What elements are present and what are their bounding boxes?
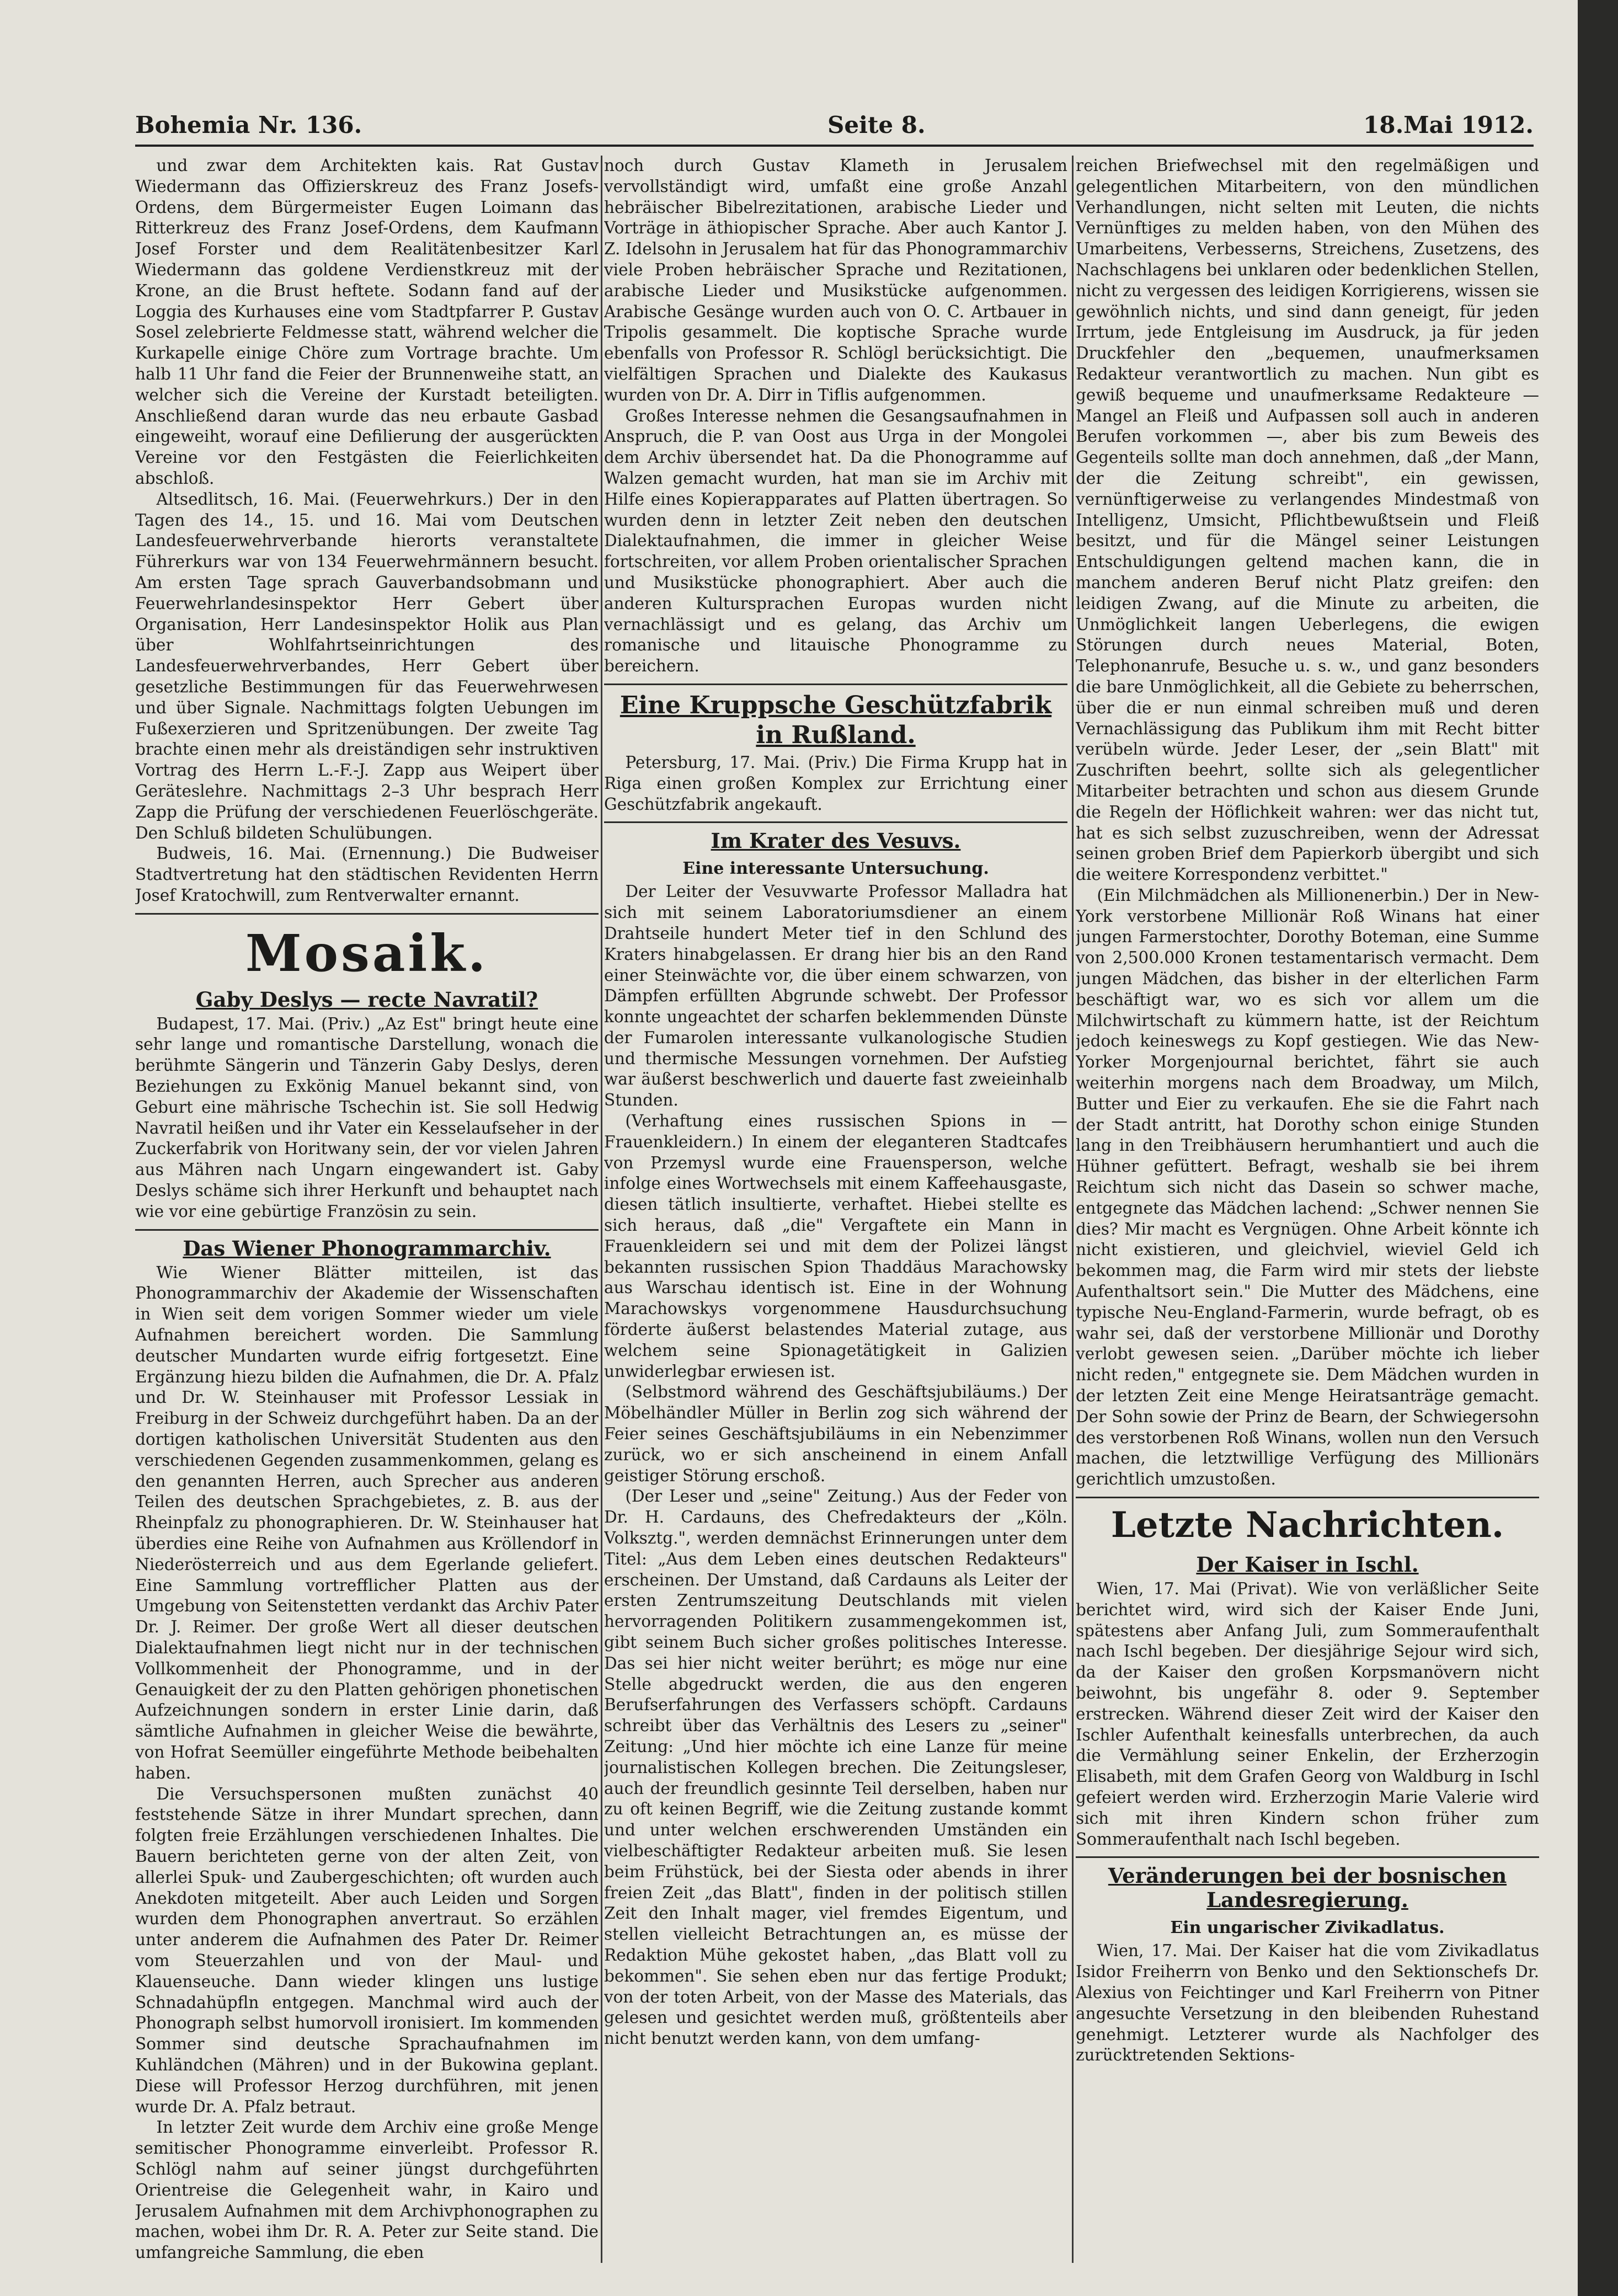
article-paragraph: Petersburg, 17. Mai. (Priv.) Die Firma Krupp hat in Riga einen großen Komplex zur Errichtung einer Geschützfabrik angekauft.	[604, 752, 1067, 814]
section-divider	[1076, 1856, 1539, 1858]
column-divider	[1072, 156, 1074, 2263]
headline-vesuv: Im Krater des Vesuvs.	[711, 829, 961, 853]
article-paragraph: Der Leiter der Vesuvwarte Professor Malladra hat sich mit seinem Laboratoriumsdiener an einem Drahtseile hundert Meter tief in den Schlund des Kraters hinabgelassen. Er drang hier bis an den Rand einer Steinwächte vor, die über einem schwarzen, von Dämpfen erfüllten Abgrunde schwebt. Der Professor konnte ungeachtet der scharfen beklemmenden Dünste der Fumarolen interessante vulkanologische Studien und thermische Messungen vornehmen. Der Aufstieg war äußerst beschwerlich und dauerte fast zweieinhalb Stunden.	[604, 882, 1067, 1110]
column-1	[135, 156, 599, 2263]
subheadline-zivikadlatus: Ein ungarischer Zivikadlatus.	[1170, 1918, 1445, 1938]
headline-kaiser-ischl: Der Kaiser in Ischl.	[1196, 1552, 1419, 1577]
section-title-letzte-nachrichten: Letzte Nachrichten.	[1110, 1504, 1504, 1546]
section-divider	[135, 913, 599, 915]
section-title-mosaik: Mosaik.	[245, 923, 489, 983]
header-issue: Bohemia Nr. 136.	[135, 111, 362, 138]
section-divider	[604, 821, 1067, 823]
article-paragraph: Wien, 17. Mai (Privat). Wie von verläßlicher Seite berichtet wird, wird sich der Kaiser Ende Juni, spätestens aber Anfang Juli, zum Sommeraufenthalt nach Ischl begeben. Der diesjährige Sejour wird sich, da der Kaiser den großen Korpsmanövern nicht beiwohnt, bis ungefähr 8. oder 9. September erstrecken. Während dieser Zeit wird der Kaiser den Ischler Aufenthalt keinesfalls unterbrechen, da auch die Vermählung seiner Enkelin, der Erzherzogin Elisabeth, mit dem Grafen Georg von Waldburg in Ischl gefeiert werden wird. Erzherzogin Marie Valerie wird sich mit ihren Kindern schon früher zum Sommeraufenthalt nach Ischl begeben.	[1076, 1579, 1539, 1849]
header-page-number: Seite 8.	[827, 111, 926, 138]
section-divider	[1076, 1497, 1539, 1498]
column-2	[604, 156, 1067, 2263]
news-item-altsedlitsch: Altsedlitsch, 16. Mai. (Feuerwehrkurs.) Der in den Tagen des 14., 15. und 16. Mai vom Deutschen Landesfeuerwehrverbande hierorts veranstaltete Führerkurs war von 134 Feuerwehrmännern besucht. Am ersten Tage sprach Gauverbandsobmann und Feuerwehrlandesinspektor Herr Gebert über Organisation, Herr Landesinspektor Holik aus Plan über Wohlfahrtseinrichtungen des Landesfeuerwehrverbandes, Herr Gebert über gesetzliche Bestimmungen für das Feuerwehrwesen und über Signale. Nachmittags folgten Uebungen im Fußexerzieren und Spritzenübungen. Der zweite Tag brachte einen mehr als dreiständigen sehr instruktiven Vortrag des Herrn L.-F.-J. Zapp aus Weipert über Geräteslehre. Nachmittags 2–3 Uhr besprach Herr Zapp die Prüfung der verschiedenen Feuerlöschgeräte. Den Schluß bildeten Schulübungen.	[135, 489, 599, 842]
headline-phonogrammarchiv: Das Wiener Phonogrammarchiv.	[183, 1236, 551, 1261]
news-item-leser-zeitung: (Der Leser und „seine" Zeitung.) Aus der Feder von Dr. H. Cardauns, des Chefredakteurs der „Köln. Volksztg.", werden demnächst Erinnerungen unter dem Titel: „Aus dem Leben eines deutschen Redakteurs" erscheinen. Der Umstand, daß Cardauns als Leiter der ersten Zentrumszeitung Deutschlands mit vielen hervorragenden Politikern zusammengekommen ist, gibt seinem Buch sicher großes politisches Interesse. Das sei hier nicht weiter berührt; es möge nur eine Stelle abgedruckt werden, die aus den engeren Berufserfahrungen des Verfassers schöpft. Cardauns schreibt über das Verhältnis des Lesers zu „seiner" Zeitung: „Und hier möchte ich eine Lanze für meine journalistischen Kollegen brechen. Die Zeitungsleser, auch der freundlich gesinnte Teil derselben, haben nur zu oft keinen Begriff, wie die Zeitung zustande kommt und unter welchen erschwerenden Umständen ein vielbeschäftigter Redakteur arbeiten muß. Sie lesen beim Frühstück, bei der Siesta oder abends in ihrer freien Zeit „das Blatt", finden in der politisch stillen Zeit den Inhalt mager, viel fremdes Eigentum, und stellen vielleicht Betrachtungen an, es müsse der Redaktion Mühe gekostet haben, „das Blatt voll zu bekommen". Sie sehen eben nur das fertige Produkt; von der toten Arbeit, von der Masse des Materials, das gelesen und gesichtet werden muß, größtenteils aber nicht benutzt werden kann, von dem umfang-	[604, 1487, 1067, 2048]
headline-krupp: Eine Kruppsche Geschützfabrik in Rußland.	[620, 691, 1052, 749]
subheadline-vesuv: Eine interessante Untersuchung.	[682, 859, 989, 879]
article-paragraph: Die Versuchspersonen mußten zunächst 40 feststehende Sätze in ihrer Mundart sprechen, dann folgten freie Erzählungen verschiedenen Inhaltes. Die Bauern berichteten gerne von der alten Zeit, von allerlei Spuk- und Zaubergeschichten; oft wurden auch Anekdoten mitgeteilt. Aber auch Leiden und Sorgen wurden dem Phonographen anvertraut. So erzählen unter anderem die Aufnahmen des Pater Dr. Reimer vom Steuerzahlen und von der Maul- und Klauenseuche. Dann wieder klingen uns lustige Schnadahüpfln entgegen. Manchmal wird auch der Phonograph selbst humorvoll ironisiert. Im kommenden Sommer sind deutsche Sprachaufnahmen im Kuhländchen (Mähren) und in der Bukowina geplant. Diese will Professor Herzog durchführen, mit jenen wurde Dr. A. Pfalz betraut.	[135, 1784, 599, 2116]
section-divider	[135, 1229, 599, 1231]
article-paragraph: Budapest, 17. Mai. (Priv.) „Az Est" bringt heute eine sehr lange und romantische Darstellung, wonach die berühmte Sängerin und Tänzerin Gaby Deslys, deren Beziehungen zu Exkönig Manuel bekannt sind, von Geburt eine mährische Tschechin ist. Sie soll Hedwig Navratil heißen und ihr Vater ein Kesselaufseher in der Zuckerfabrik von Horitwany sein, der vor vielen Jahren aus Mähren nach Ungarn eingewandert ist. Gaby Deslys schäme sich ihrer Herkunft und behauptet nach wie vor eine gebürtige Französin zu sein.	[135, 1014, 599, 1221]
news-item-selbstmord: (Selbstmord während des Geschäftsjubiläums.) Der Möbelhändler Müller in Berlin zog sich während der Feier seines Geschäftsjubiläums in ein Nebenzimmer zurück, wo er sich anscheinend in einem Anfall geistiger Störung erschoß.	[604, 1382, 1067, 1485]
headline-gaby-deslys: Gaby Deslys — recte Navratil?	[195, 987, 538, 1012]
article-paragraph: Wien, 17. Mai. Der Kaiser hat die vom Zivikadlatus Isidor Freiherrn von Benko und den Sektionschefs Dr. Alexius von Feichtinger und Karl Freiherrn von Pitner angesuchte Versetzung in den bleibenden Ruhestand genehmigt. Letzterer wurde als Nachfolger des zurücktretenden Sektions-	[1076, 1941, 1539, 2065]
article-paragraph: Großes Interesse nehmen die Gesangsaufnahmen in Anspruch, die P. van Oost aus Urga in der Mongolei dem Archiv übersendet hat. Da die Phonogramme auf Walzen gemacht wurden, hat man sie im Archiv mit Hilfe eines Kopierapparates auf Platten übertragen. So wurden denn in letzter Zeit neben den deutschen Dialektaufnahmen, die immer in gleicher Weise fortschreiten, vor allem Proben orientalischer Sprachen und Musikstücke phonographiert. Aber auch die anderen Kultursprachen Europas wurden nicht vernachlässigt und es gelang, das Archiv um romanische und litauische Phonogramme zu bereichern.	[604, 406, 1067, 676]
header-date: 18.Mai 1912.	[1363, 111, 1534, 138]
article-paragraph: Wie Wiener Blätter mitteilen, ist das Phonogrammarchiv der Akademie der Wissenschaften in Wien seit dem vorigen Sommer wieder um viele Aufnahmen bereichert worden. Die Sammlung deutscher Mundarten wurde eifrig fortgesetzt. Eine Ergänzung hiezu bilden die Aufnahmen, die Dr. A. Pfalz und Dr. W. Steinhauser mit Professor Lessiak in Freiburg in der Schweiz durchgeführt haben. Da an der dortigen katholischen Universität Studenten aus den verschiedenen Gegenden zusammenkommen, gelang es den genannten Herren, auch Sprecher aus anderen Teilen des deutschen Sprachgebietes, z. B. aus der Rheinpfalz zu phonographieren. Dr. W. Steinhauser hat überdies eine Reihe von Aufnahmen aus Kröllendorf in Niederösterreich und aus dem Egerlande geliefert. Eine Sammlung vortrefflicher Platten aus der Umgebung von Seitenstetten verdankt das Archiv Pater Dr. J. Reimer. Der große Wert all dieser deutschen Dialektaufnahmen liegt nicht nur in der technischen Vollkommenheit der Phonogramme, und in der Genauigkeit der zu den Platten gehörigen phonetischen Aufzeichnungen sondern in erster Linie darin, daß sämtliche Aufnahmen in gleicher Weise die bewährte, von Hofrat Seemüller eingeführte Methode beibehalten haben.	[135, 1263, 599, 1782]
section-divider	[604, 684, 1067, 685]
column-divider	[601, 156, 602, 2263]
news-item-spion: (Verhaftung eines russischen Spions in — Frauenkleidern.) In einem der eleganteren Stadtcafes von Przemysl wurde eine Frauensperson, welche infolge eines Wortwechsels mit einem Kaffeehausgaste, diesen tätlich insultierte, verhaftet. Hiebei stellte es sich heraus, daß „die" Vergaftete ein Mann in Frauenkleidern sei und mit dem der Polizei längst bekannten russischen Spion Thaddäus Marachowsky aus Warschau identisch ist. Eine in der Wohnung Marachowskys vorgenommene Hausdurchsuchung förderte äußerst belastendes Material zutage, aus welchem seine Spionagetätigkeit in Galizien unwiderlegbar erwiesen ist.	[604, 1112, 1067, 1381]
article-paragraph: noch durch Gustav Klameth in Jerusalem vervollständigt wird, umfaßt eine große Anzahl hebräischer Bibelrezitationen, arabische Lieder und Vorträge in äthiopischer Sprache. Aber auch Kantor J. Z. Idelsohn in Jerusalem hat für das Phonogrammarchiv viele Proben hebräischer Sprache und Rezitationen, arabische Lieder und Musikstücke aufgenommen. Arabische Gesänge wurden auch von O. C. Artbauer in Tripolis gesammelt. Die koptische Sprache wurde ebenfalls von Professor R. Schlögl berücksichtigt. Die vielfältigen Sprachen und Dialekte des Kaukasus wurden von Dr. A. Dirr in Tiflis aufgenommen.	[604, 156, 1067, 404]
page-header	[135, 106, 1534, 147]
news-item-milchmaedchen: (Ein Milchmädchen als Millionenerbin.) Der in New-York verstorbene Millionär Roß Winans hat einer jungen Farmerstochter, Dorothy Boteman, eine Summe von 2,500.000 Kronen testamentarisch vermacht. Dem jungen Mädchen, das bisher in der elterlichen Farm beschäftigt war, wo es sich vor allem um die Milchwirtschaft zu kümmern hatte, ist der Reichtum jedoch keineswegs zu Kopf gestiegen. Wie das New-Yorker Morgenjournal berichtet, fährt sie auch weiterhin morgens nach dem Broadway, um Milch, Butter und Eier zu verkaufen. Ehe sie die Fahrt nach der Stadt antritt, hat Dorothy schon einige Stunden lang in den Treibhäusern herumhantiert und auch die Hühner gefüttert. Befragt, weshalb sie bei ihrem Reichtum sich nicht das Dasein so schwer mache, entgegnete das Mädchen lachend: „Schwer nennen Sie dies? Mir macht es Vergnügen. Ohne Arbeit könnte ich nicht existieren, und gleichviel, wieviel Geld ich bekommen mag, die Farm wird mir stets der liebste Aufenthaltsort sein." Die Mutter des Mädchens, eine typische Neu-England-Farmerin, wurde befragt, ob es wahr sei, daß der verstorbene Millionär und Dorothy verlobt gewesen seien. „Darüber möchte ich lieber nicht reden," entgegnete sie. Dem Mädchen wurden in der letzten Zeit eine Menge Heiratsanträge gemacht. Der Sohn sowie der Prinz de Bearn, der Schwiegersohn des verstorbenen Roß Winans, wollen nun den Versuch machen, die letztwillige Verfügung des Millionärs gerichtlich umzustoßen.	[1076, 885, 1539, 1489]
article-paragraph: reichen Briefwechsel mit den regelmäßigen und gelegentlichen Mitarbeitern, von den mündlichen Verhandlungen, nicht selten mit Leuten, die nichts Vernünftiges zu melden haben, von den Mühen des Umarbeitens, Verbesserns, Streichens, Zusetzens, des Nachschlagens bei unklaren oder bedenklichen Stellen, nicht zu vergessen des leidigen Korrigierens, wissen sie gewöhnlich nichts, und sind dann geneigt, für jeden Irrtum, jede Entgleisung im Ausdruck, ja für jeden Druckfehler den „bequemen, unaufmerksamen Redakteur verantwortlich zu machen. Nun gibt es gewiß bequeme und unaufmerksame Redakteure — Mangel an Fleiß und Aufpassen soll auch in anderen Berufen vorkommen —, aber bis zum Beweis des Gegenteils sollte man doch annehmen, daß „der Mann, der die Zeitung schreibt", ein gewissen, vernünftigerweise zu verlangendes Mindestmaß von Intelligenz, Umsicht, Pflichtbewußtsein und Fleiß besitzt, und für die Mängel seiner Leistungen Entschuldigungen geltend machen kann, die in manchem anderen Beruf nicht Platz greifen: den leidigen Zwang, auf die Minute zu arbeiten, die Unmöglichkeit langen Ueberlegens, die ewigen Störungen durch neues Material, Boten, Telephonanrufe, Besuche u. s. w., und ganz besonders die bare Unmöglichkeit, all die Gebiete zu beherrschen, über die er nun einmal schreiben muß und deren Vernachlässigung das Publikum ihm mit Recht bitter verübeln würde. Jeder Leser, der „sein Blatt" mit Zuschriften beehrt, sollte sich als gelegentlicher Mitarbeiter betrachten und schon aus diesem Grunde die Regeln der Höflichkeit wahren: wer das nicht tut, hat es sich selbst zuzuschreiben, wenn der Adressat seinen groben Brief dem Papierkorb übergibt und sich die weitere Korrespondenz verbittet."	[1076, 156, 1539, 884]
column-3	[1076, 156, 1539, 2263]
article-paragraph: und zwar dem Architekten kais. Rat Gustav Wiedermann das Offizierskreuz des Franz Josefs-Ordens, dem Bürgermeister Eugen Loimann das Ritterkreuz des Franz Josef-Ordens, dem Kaufmann Josef Forster und dem Realitätenbesitzer Karl Wiedermann das goldene Verdienstkreuz mit der Krone, an die Brust heftete. Sodann fand auf der Loggia des Kurhauses eine vom Stadtpfarrer P. Gustav Sosel zelebrierte Feldmesse statt, während welcher die Kurkapelle einige Chöre zum Vortrage brachte. Um halb 11 Uhr fand die Feier der Brunnenweihe statt, an welcher sich die Vereine der Kurstadt beteiligten. Anschließend daran wurde das neu erbaute Gasbad eingeweiht, worauf eine Defilierung der ausgerückten Vereine vor den Festgästen die Feierlichkeiten abschloß.	[135, 156, 599, 488]
headline-bosnische-landesregierung: Veränderungen bei der bosnischen Landesregierung.	[1108, 1864, 1507, 1913]
article-paragraph: In letzter Zeit wurde dem Archiv eine große Menge semitischer Phonogramme einverleibt. Professor R. Schlögl nahm auf seiner jüngst durchgeführten Orientreise die Gelegenheit wahr, in Kairo und Jerusalem Aufnahmen mit dem Archivphonographen zu machen, wobei ihm Dr. R. A. Peter zur Seite stand. Die umfangreiche Sammlung, die eben	[135, 2118, 599, 2262]
scan-background-edge	[1578, 0, 1618, 2296]
news-item-budweis: Budweis, 16. Mai. (Ernennung.) Die Budweiser Stadtvertretung hat den städtischen Revidenten Herrn Josef Kratochwill, zum Rentverwalter ernannt.	[135, 844, 599, 905]
